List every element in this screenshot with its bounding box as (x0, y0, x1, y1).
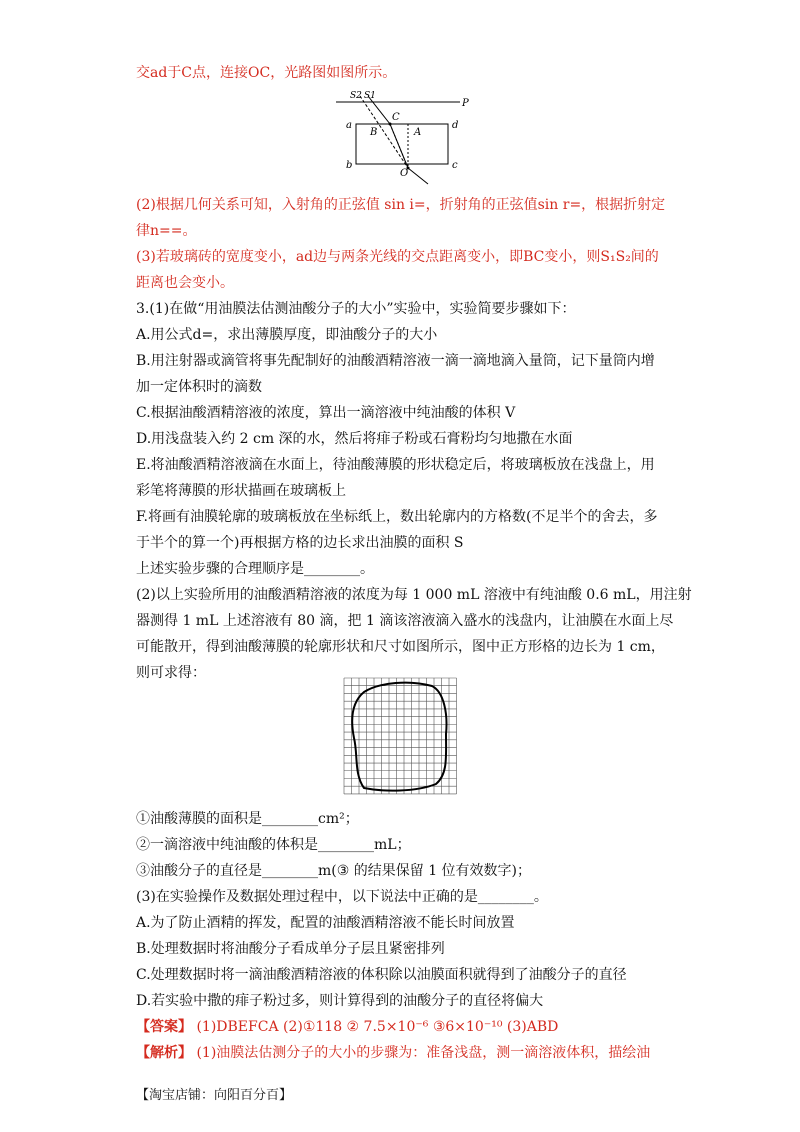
text-line: 上述实验步骤的合理顺序是________。 (136, 561, 374, 577)
text-line: D.若实验中撒的痱子粉过多，则计算得到的油酸分子的直径将偏大 (136, 993, 544, 1009)
label-s2: S2 (350, 91, 362, 101)
label-B: B (370, 127, 378, 138)
text-line: 加一定体积时的滴数 (136, 379, 262, 395)
analysis-line (136, 1044, 650, 1062)
footer-shop: 【淘宝店铺：向阳百分百】 (136, 1088, 293, 1103)
text-line: B.用注射器或滴管将事先配制好的油酸酒精溶液一滴一滴地滴入量筒，记下量筒内增 (136, 353, 655, 369)
text-line: E.将油酸酒精溶液滴在水面上，待油酸薄膜的形状稳定后，将玻璃板放在浅盘上，用 (136, 457, 655, 473)
text-line: C.处理数据时将一滴油酸酒精溶液的体积除以油膜面积就得到了油酸分子的直径 (136, 967, 627, 983)
label-A: A (414, 127, 422, 138)
text-line: 彩笔将薄膜的形状描画在玻璃板上 (136, 483, 346, 499)
text-line: (2)以上实验所用的油酸酒精溶液的浓度为每 1 000 mL 溶液中有纯油酸 0.6 mL，用注射 (136, 587, 692, 603)
text-line: A.用公式d=，求出薄膜厚度，即油酸分子的大小 (136, 327, 438, 343)
answer-text: (1)DBEFCA (2)①118 ② 7.5×10⁻⁶ ③6×10⁻¹⁰ (3)ABD (192, 1019, 559, 1035)
label-c-small: c (452, 160, 458, 171)
text-line: 于半个的算一个)再根据方格的边长求出油膜的面积 S (136, 535, 464, 551)
text-line: 器测得 1 mL 上述溶液有 80 滴，把 1 滴该溶液滴入盛水的浅盘内，让油膜在水面上尽 (136, 613, 674, 629)
light-path-figure (336, 88, 474, 186)
analysis-text: (1)油膜法估测分子的大小的步骤为：准备浅盘，测一滴溶液体积，描绘油 (192, 1045, 651, 1061)
text-line: C.根据油酸酒精溶液的浓度，算出一滴溶液中纯油酸的体积 V (136, 405, 516, 421)
text-line: 可能散开，得到油酸薄膜的轮廓形状和尺寸如图所示，图中正方形格的边长为 1 cm， (136, 639, 665, 655)
text-line: (3)若玻璃砖的宽度变小，ad边与两条光线的交点距离变小，即BC变小，则S₁S₂间的 (136, 249, 659, 265)
label-a-small: a (346, 120, 352, 131)
label-s1: S1 (364, 91, 376, 101)
text-line: ①油酸薄膜的面积是________cm²； (136, 811, 359, 827)
text-line: A.为了防止酒精的挥发，配置的油酸酒精溶液不能长时间放置 (136, 915, 515, 931)
label-p: P (462, 98, 469, 109)
label-O: O (400, 168, 409, 179)
label-b-small: b (346, 160, 353, 171)
text-line: 距离也会变小。 (136, 275, 234, 291)
text-line: F.将画有油膜轮廓的玻璃板放在坐标纸上，数出轮廓内的方格数(不足半个的舍去，多 (136, 509, 658, 525)
answer-line (136, 1018, 558, 1036)
text-line: B.处理数据时将油酸分子看成单分子层且紧密排列 (136, 941, 445, 957)
text-line: (3)在实验操作及数据处理过程中，以下说法中正确的是________。 (136, 889, 548, 905)
text-line: ②一滴溶液中纯油酸的体积是________mL； (136, 837, 411, 853)
text-line: (2)根据几何关系可知，入射角的正弦值 sin i=，折射角的正弦值sin r=，根据折射定 (136, 197, 666, 213)
text-line: 交ad于C点，连接OC，光路图如图所示。 (136, 65, 397, 81)
label-d: d (452, 120, 459, 131)
text-line: 则可求得： (136, 665, 206, 681)
text-line: 3.(1)在做“用油膜法估测油酸分子的大小”实验中，实验简要步骤如下： (136, 301, 576, 317)
text-line: 律n==。 (136, 223, 197, 239)
analysis-tag: 【解析】 (136, 1045, 192, 1061)
answer-tag: 【答案】 (136, 1019, 192, 1035)
label-C: C (392, 112, 400, 123)
text-line: D.用浅盘装入约 2 cm 深的水，然后将痱子粉或石膏粉均匀地撒在水面 (136, 431, 573, 447)
oil-film-grid-figure (340, 674, 460, 798)
text-line: ③油酸分子的直径是________m(③ 的结果保留 1 位有效数字)； (136, 863, 532, 879)
